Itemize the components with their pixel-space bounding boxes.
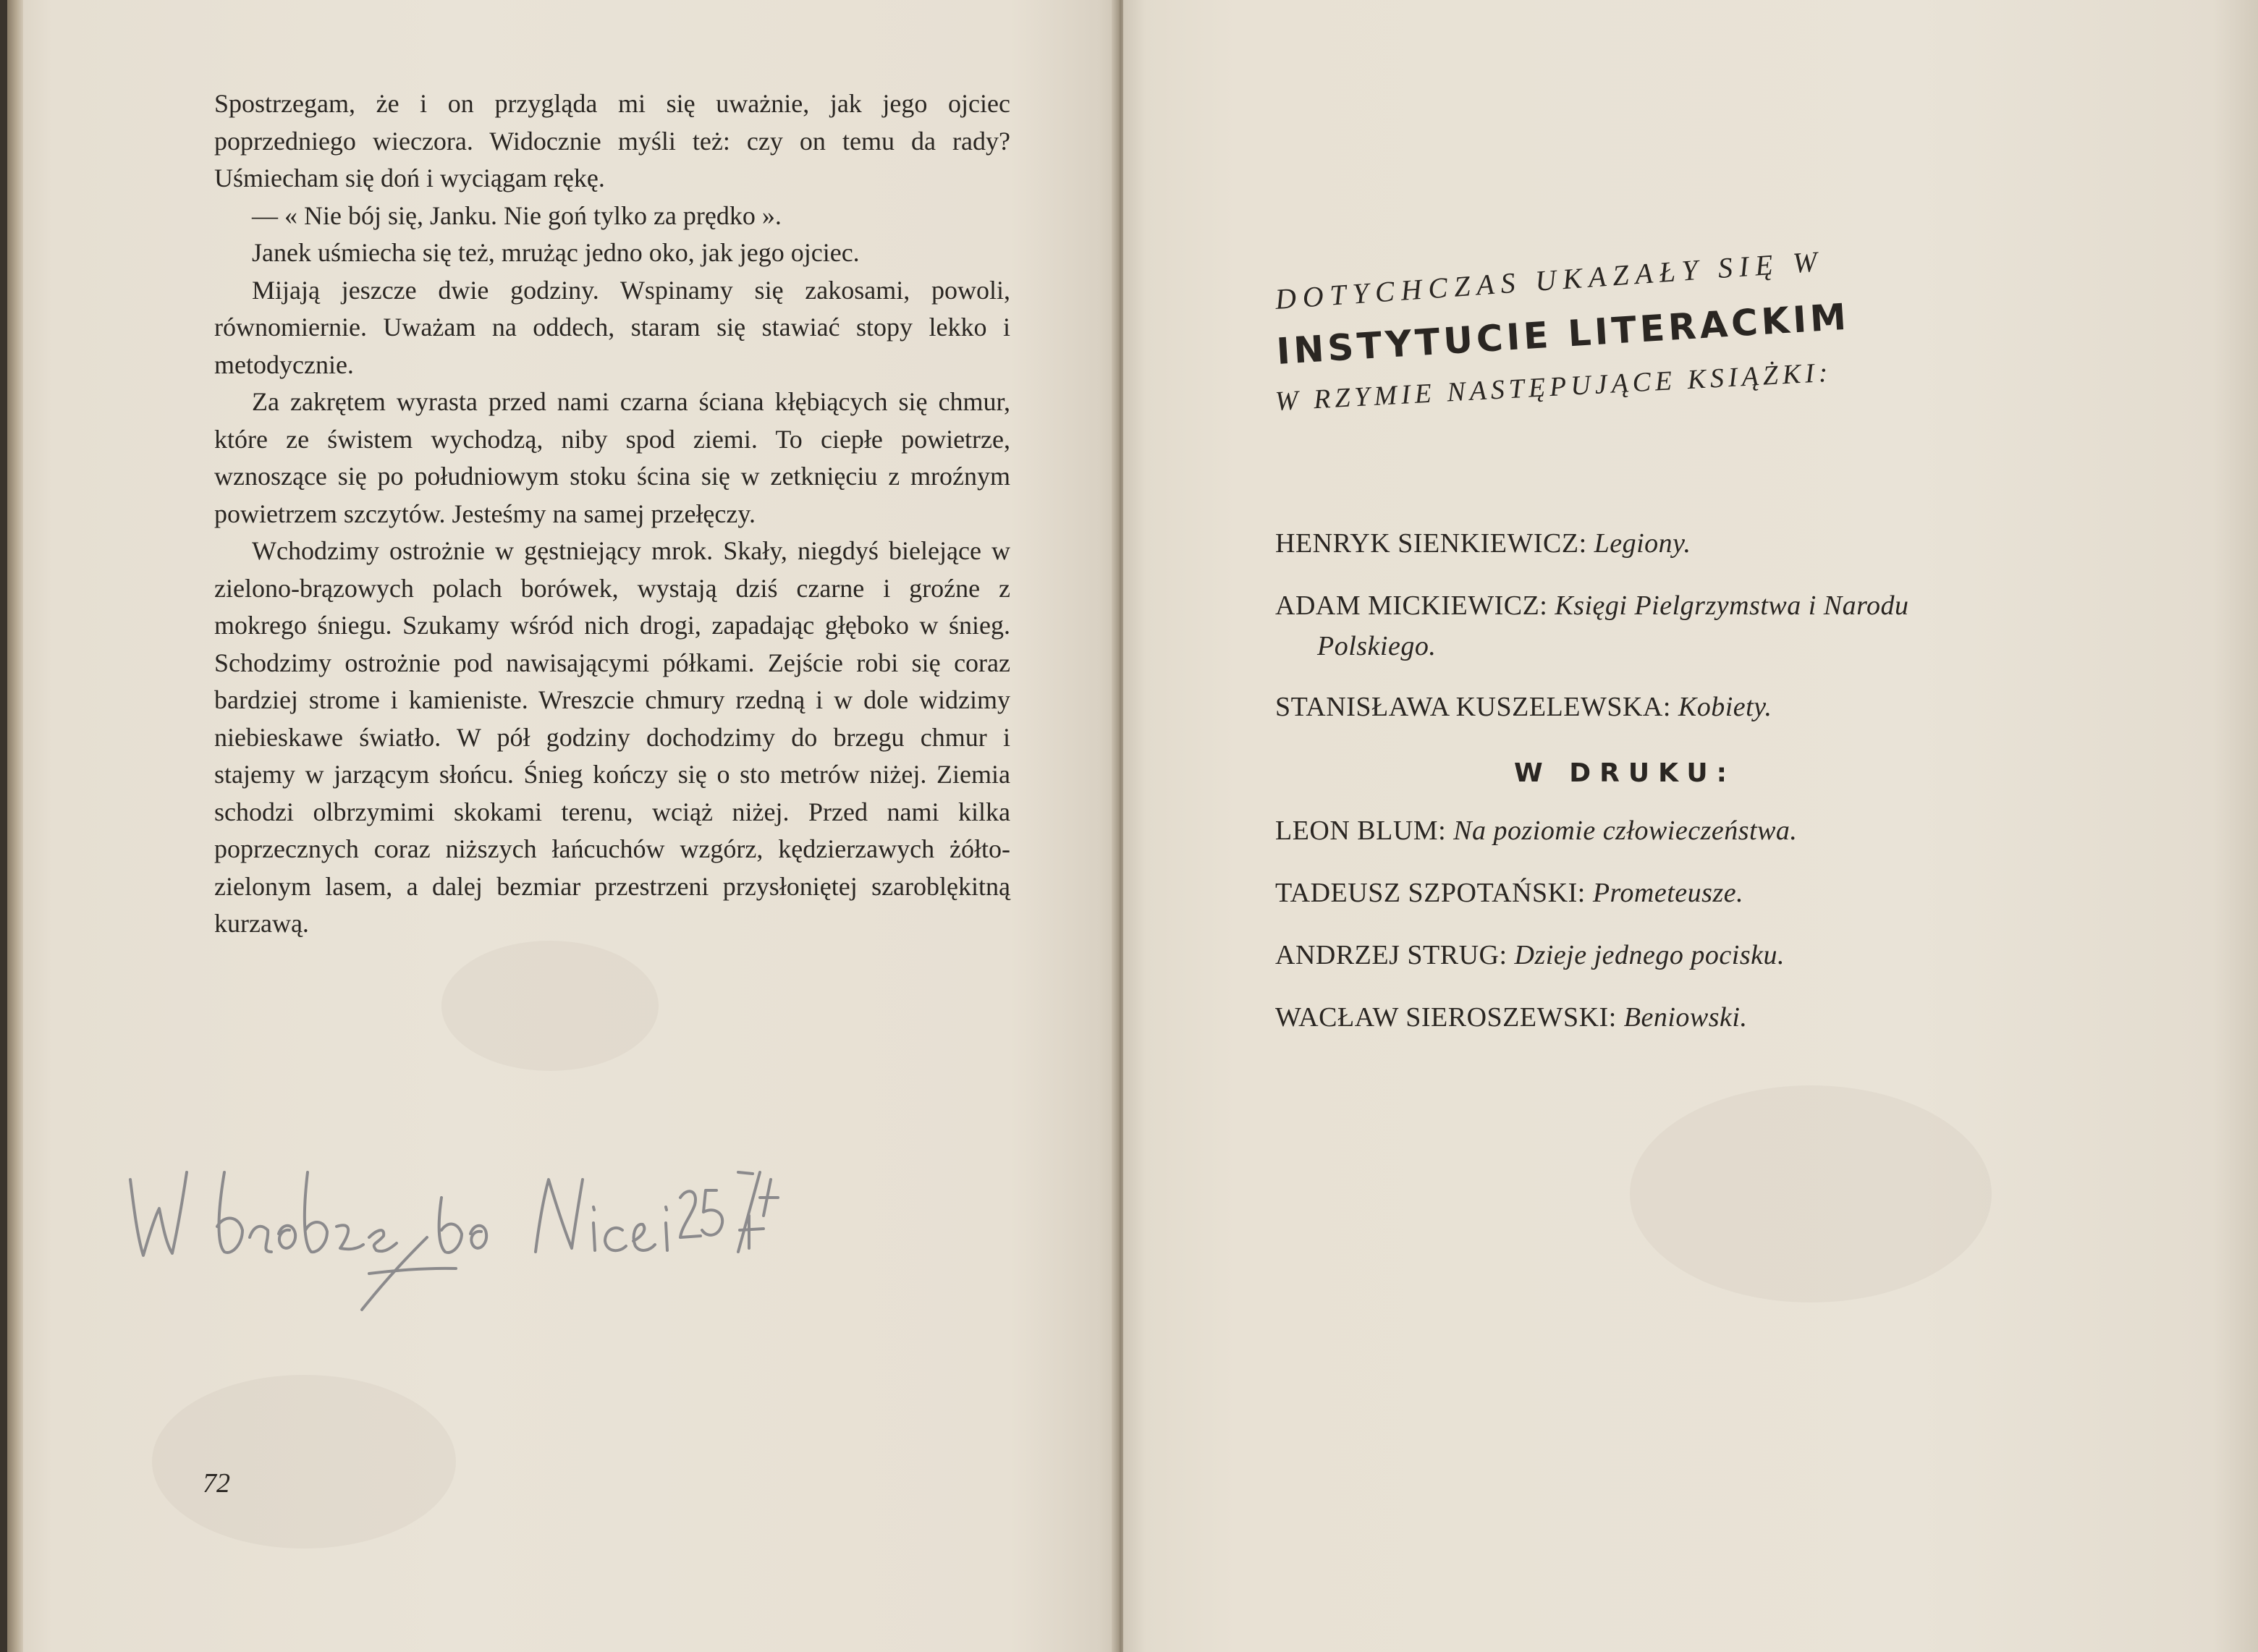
- book-author: TADEUSZ SZPOTAŃSKI: [1275, 878, 1578, 908]
- paper-stain: [152, 1375, 456, 1549]
- book-author: ANDRZEJ STRUG: [1275, 940, 1500, 970]
- book-title: Na poziomie człowieczeństwa.: [1453, 816, 1798, 846]
- page-edge: [7, 0, 23, 1652]
- book-entry: HENRYK SIENKIEWICZ: Legiony.: [1275, 528, 1691, 559]
- book-title: Prometeusze.: [1592, 878, 1744, 908]
- book-entry: TADEUSZ SZPOTAŃSKI: Prometeusze.: [1275, 878, 1744, 908]
- book-title: Beniowski.: [1623, 1002, 1748, 1033]
- book-author: HENRYK SIENKIEWICZ: [1275, 528, 1579, 559]
- header-line: W RZYMIE NASTĘPUJĄCE KSIĄŻKI:: [1274, 357, 1833, 417]
- book-title: Kobiety.: [1678, 692, 1772, 722]
- book-author: WACŁAW SIEROSZEWSKI: [1275, 1002, 1609, 1033]
- book-entry: ANDRZEJ STRUG: Dzieje jednego pocisku.: [1275, 940, 1785, 970]
- published-books: [1275, 522, 2086, 728]
- in-print-books: [1275, 810, 2086, 1038]
- page-number: 72: [203, 1468, 230, 1499]
- paragraph: Za zakrętem wyrasta przed nami czarna ściana kłębiących się chmur, które ze świstem wychodzą, niby spod ziemi. To ciepłe powietrze, wznoszące się po południowym stoku ścina się w zetknięciu z mroźnym powietrzem szczytów. Jesteśmy na samej przełęczy.: [214, 387, 1010, 528]
- right-page: [1123, 0, 2258, 1652]
- in-print-heading: W DRUKU:: [1514, 758, 1735, 788]
- paper-stain: [1630, 1085, 1992, 1302]
- book-author: LEON BLUM: [1275, 816, 1439, 846]
- paragraph: — « Nie bój się, Janku. Nie goń tylko za prędko ».: [252, 200, 782, 230]
- left-page: [7, 0, 1122, 1652]
- paragraph: Janek uśmiecha się też, mrużąc jedno oko, jak jego ojciec.: [252, 238, 860, 267]
- book-author: ADAM MICKIEWICZ: [1275, 590, 1540, 621]
- paragraph: Mijają jeszcze dwie godziny. Wspinamy się zakosami, powoli, równomiernie. Uważam na oddech, staram się stawiać stopy lekko i metodycznie.: [214, 275, 1010, 379]
- paragraph: Wchodzimy ostrożnie w gęstniejący mrok. Skały, niegdyś bielejące w zielono-brązowych polach borówek, wystają dziś czarne i groźne z mokrego śniegu. Szukamy wśród nich drogi, zapadając głęboko w śnieg. Schodzimy ostrożnie pod nawisającymi półkami. Zejście robi się coraz bardziej strome i kamieniste. Wreszcie chmury rzedną i w dole widzimy niebieskawe światło. W pół godziny dochodzimy do brzegu chmur i stajemy w jarzącym słońcu. Śnieg kończy się o sto metrów niżej. Ziemia schodzi olbrzymimi skokami terenu, wciąż niżej. Przed nami kilka poprzecznych coraz niższych łańcuchów wzgórz, kędzierzawych żółto-zielonym lasem, a dalej bezmiar przestrzeni przysłoniętej szaroblękitną kurzawą.: [214, 536, 1010, 938]
- book-entry: STANISŁAWA KUSZELEWSKA: Kobiety.: [1275, 692, 1772, 722]
- book-title: Legiony.: [1594, 528, 1691, 559]
- publisher-name: INSTYTUCIE LITERACKIM: [1275, 295, 1851, 373]
- book-entry: ADAM MICKIEWICZ: Księgi Pielgrzymstwa i Narodu Polskiego.: [1275, 585, 2086, 666]
- handwritten-note: [116, 1129, 782, 1331]
- publisher-list: [1274, 245, 2086, 1059]
- header-line: DOTYCHCZAS UKAZAŁY SIĘ W: [1274, 245, 1825, 315]
- book-title-continued: Polskiego.: [1317, 631, 1437, 661]
- book-title: Dzieje jednego pocisku.: [1514, 940, 1785, 970]
- book-entry: WACŁAW SIEROSZEWSKI: Beniowski.: [1275, 1002, 1748, 1033]
- book-title: Księgi Pielgrzymstwa i Narodu: [1555, 590, 1909, 621]
- paper-stain: [441, 941, 659, 1071]
- book-author: STANISŁAWA KUSZELEWSKA: [1275, 692, 1663, 722]
- body-text: [214, 85, 1010, 943]
- book-entry: LEON BLUM: Na poziomie człowieczeństwa.: [1275, 816, 1798, 846]
- paragraph: Spostrzegam, że i on przygląda mi się uważnie, jak jego ojciec poprzedniego wieczora. Widocznie myśli też: czy on temu da rady? Uśmiecham się doń i wyciągam rękę.: [214, 89, 1010, 192]
